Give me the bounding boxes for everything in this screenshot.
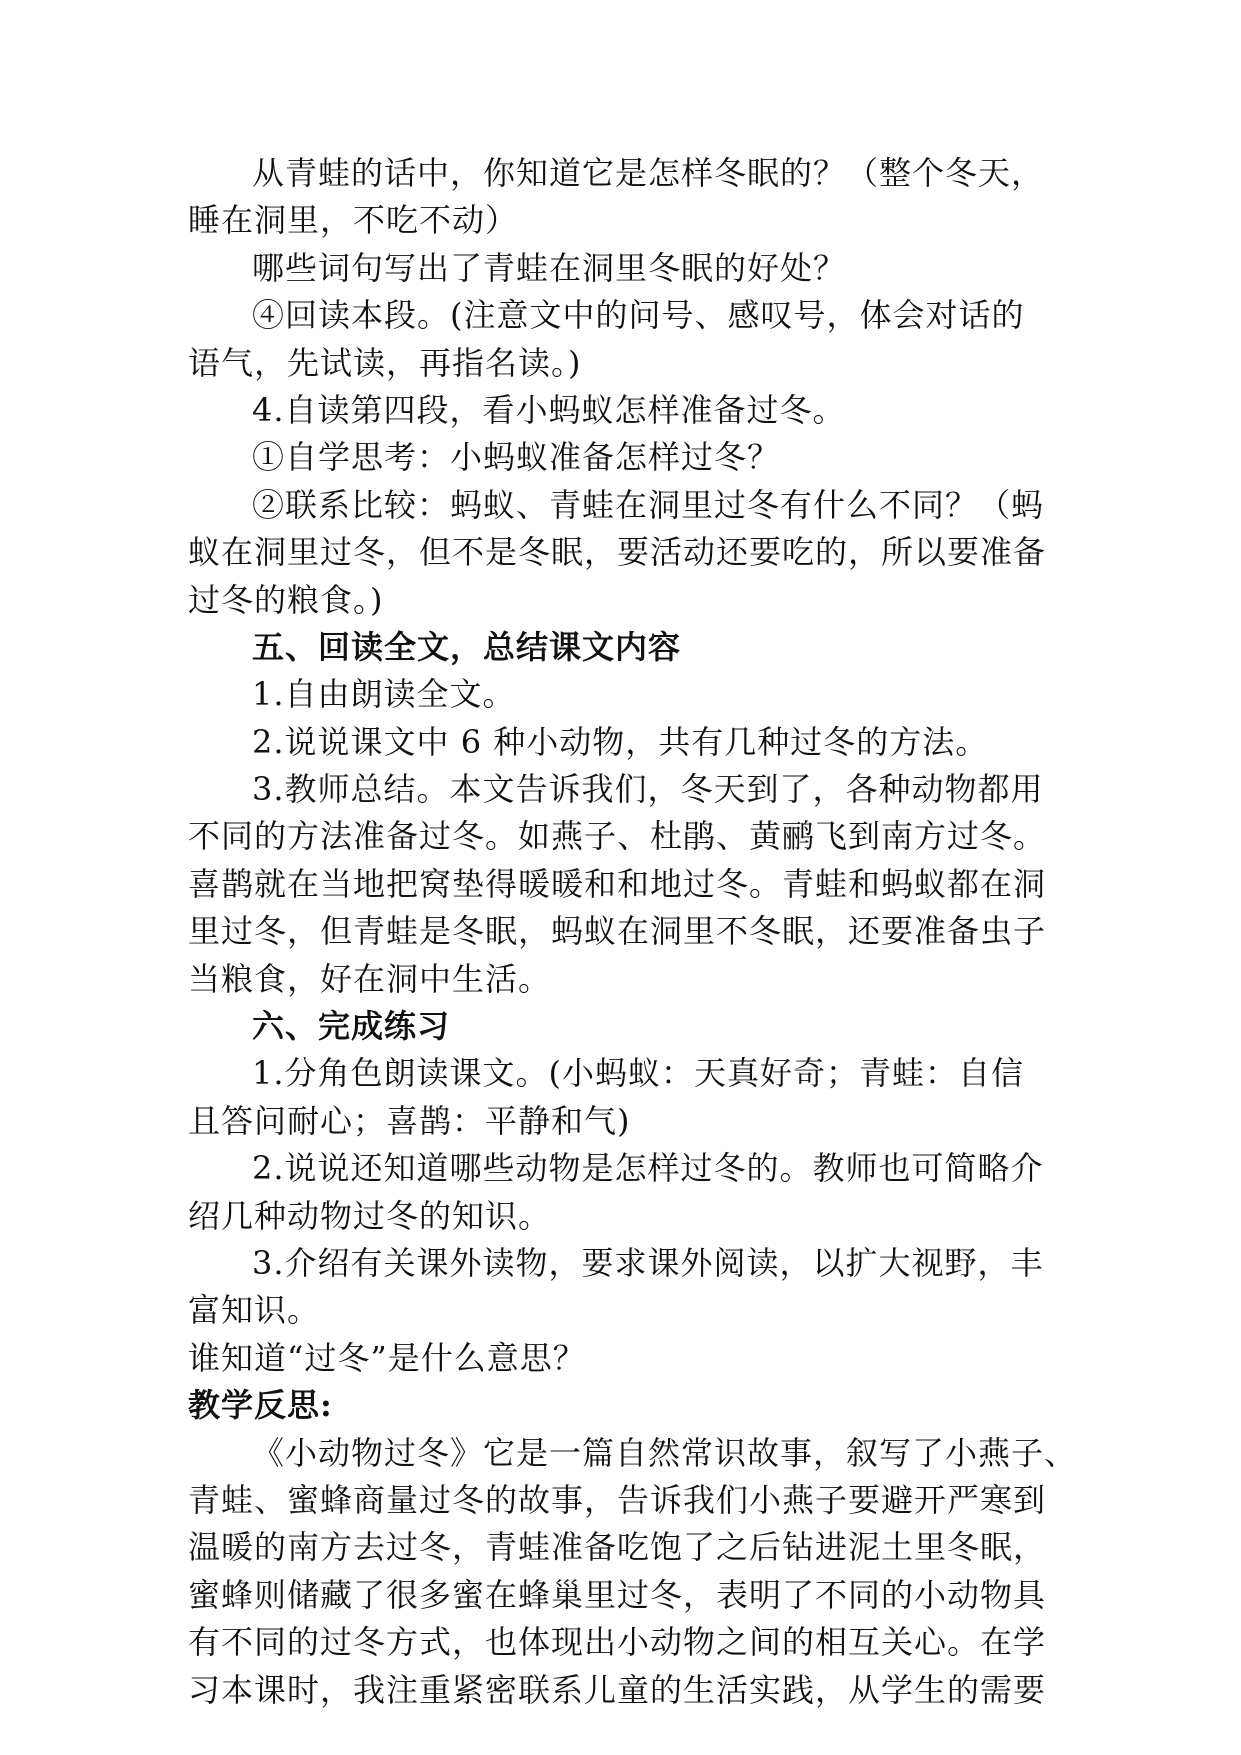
paragraph-line: 不同的方法准备过冬。如燕子、杜鹃、黄鹂飞到南方过冬。 [188,817,1047,856]
paragraph-line: ④回读本段。(注意文中的问号、感叹号，体会对话的 [252,296,1025,335]
paragraph-line: 蜜蜂则储藏了很多蜜在蜂巢里过冬，表明了不同的小动物具 [188,1575,1047,1614]
paragraph-line: 从青蛙的话中，你知道它是怎样冬眠的？（整个冬天， [252,154,1045,192]
reflection-heading: 教学反思: [188,1386,333,1425]
paragraph-line: ②联系比较：蚂蚁、青蛙在洞里过冬有什么不同？（蚂 [252,485,1045,524]
document-page [188,150,1078,1714]
paragraph-line: 过冬的粮食。) [188,580,384,619]
paragraph-line: 谁知道“过冬”是什么意思？ [188,1338,586,1377]
paragraph-line: 且答问耐心；喜鹊：平静和气) [188,1101,631,1140]
section-heading: 六、完成练习 [252,1007,451,1046]
paragraph-line: 喜鹊就在当地把窝垫得暖暖和和地过冬。青蛙和蚂蚁都在洞 [188,864,1047,903]
paragraph-line: 青蛙、蜜蜂商量过冬的故事，告诉我们小燕子要避开严寒到 [188,1480,1047,1519]
paragraph-line: 3.介绍有关课外读物，要求课外阅读，以扩大视野，丰 [252,1243,1044,1282]
paragraph-line: 3.教师总结。本文告诉我们，冬天到了，各种动物都用 [252,770,1044,809]
section-heading: 五、回读全文，总结课文内容 [252,627,682,666]
paragraph-line: 温暖的南方去过冬，青蛙准备吃饱了之后钻进泥土里冬眠， [188,1528,1047,1567]
paragraph-line: 蚁在洞里过冬，但不是冬眠，要活动还要吃的，所以要准备 [188,533,1047,572]
paragraph-line: 1.自由朗读全文。 [252,675,516,714]
paragraph-line: 《小动物过冬》它是一篇自然常识故事，叙写了小燕子、 [252,1433,1078,1472]
paragraph-line: 习本课时，我注重紧密联系儿童的生活实践，从学生的需要 [188,1670,1047,1709]
paragraph-line: 2.说说课文中 6 种小动物，共有几种过冬的方法。 [252,722,989,761]
paragraph-line: 睡在洞里，不吃不动） [188,201,519,240]
paragraph-line: 有不同的过冬方式，也体现出小动物之间的相互关心。在学 [188,1623,1047,1662]
paragraph-line: 2.说说还知道哪些动物是怎样过冬的。教师也可简略介 [252,1149,1044,1188]
paragraph-line: 当粮食，好在洞中生活。 [188,959,552,998]
paragraph-line: 4.自读第四段，看小蚂蚁怎样准备过冬。 [252,390,846,429]
paragraph-line: 绍几种动物过冬的知识。 [188,1196,552,1235]
paragraph-line: 1.分角色朗读课文。(小蚂蚁：天真好奇；青蛙：自信 [252,1054,1025,1093]
paragraph-line: 里过冬，但青蛙是冬眠，蚂蚁在洞里不冬眠，还要准备虫子 [188,912,1047,951]
paragraph-line: 语气，先试读，再指名读。) [188,343,582,382]
paragraph-line: ①自学思考：小蚂蚁准备怎样过冬？ [252,438,781,477]
paragraph-line: 哪些词句写出了青蛙在洞里冬眠的好处？ [252,248,847,287]
paragraph-line: 富知识。 [188,1291,321,1330]
